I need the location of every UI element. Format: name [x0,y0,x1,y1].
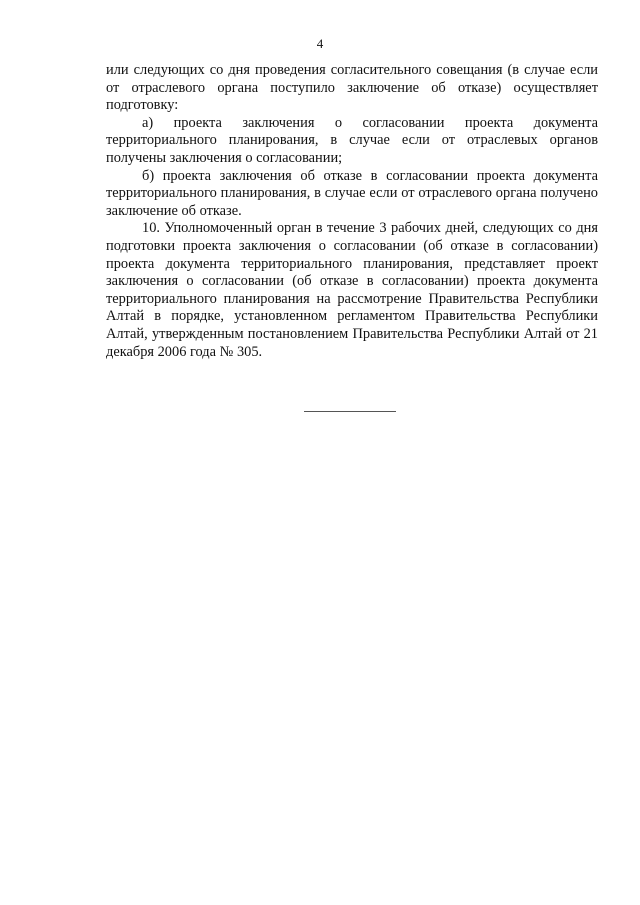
paragraph-item-a: а) проекта заключения о согласовании проекта документа территориального планирования, в случае если от отраслевых органов получены заключения о согласовании; [106,114,598,166]
end-of-document-rule [304,411,396,412]
paragraph-continuation: или следующих со дня проведения согласительного совещания (в случае если от отраслевого органа поступило заключение об отказе) осуществляет подготовку: [106,62,598,114]
page-number: 4 [316,36,324,51]
paragraph-clause-10: 10. Уполномоченный орган в течение 3 рабочих дней, следующих со дня подготовки проекта заключения о согласовании (об отказе в согласовании) проекта документа территориального планирования, представляет проект заключения о согласовании (об отказе в согласовании) проекта документа территориального планирования на рассмотрение Правительства Республики Алтай в порядке, установленном регламентом Правительства Республики Алтай, утвержденным постановлением Правительства Республики Алтай от 21 декабря 2006 года № 305. [106,220,598,360]
document-body [106,62,598,361]
paragraph-item-b: б) проекта заключения об отказе в согласовании проекта документа территориального планирования, в случае если от отраслевого органа получено заключение об отказе. [106,167,598,219]
